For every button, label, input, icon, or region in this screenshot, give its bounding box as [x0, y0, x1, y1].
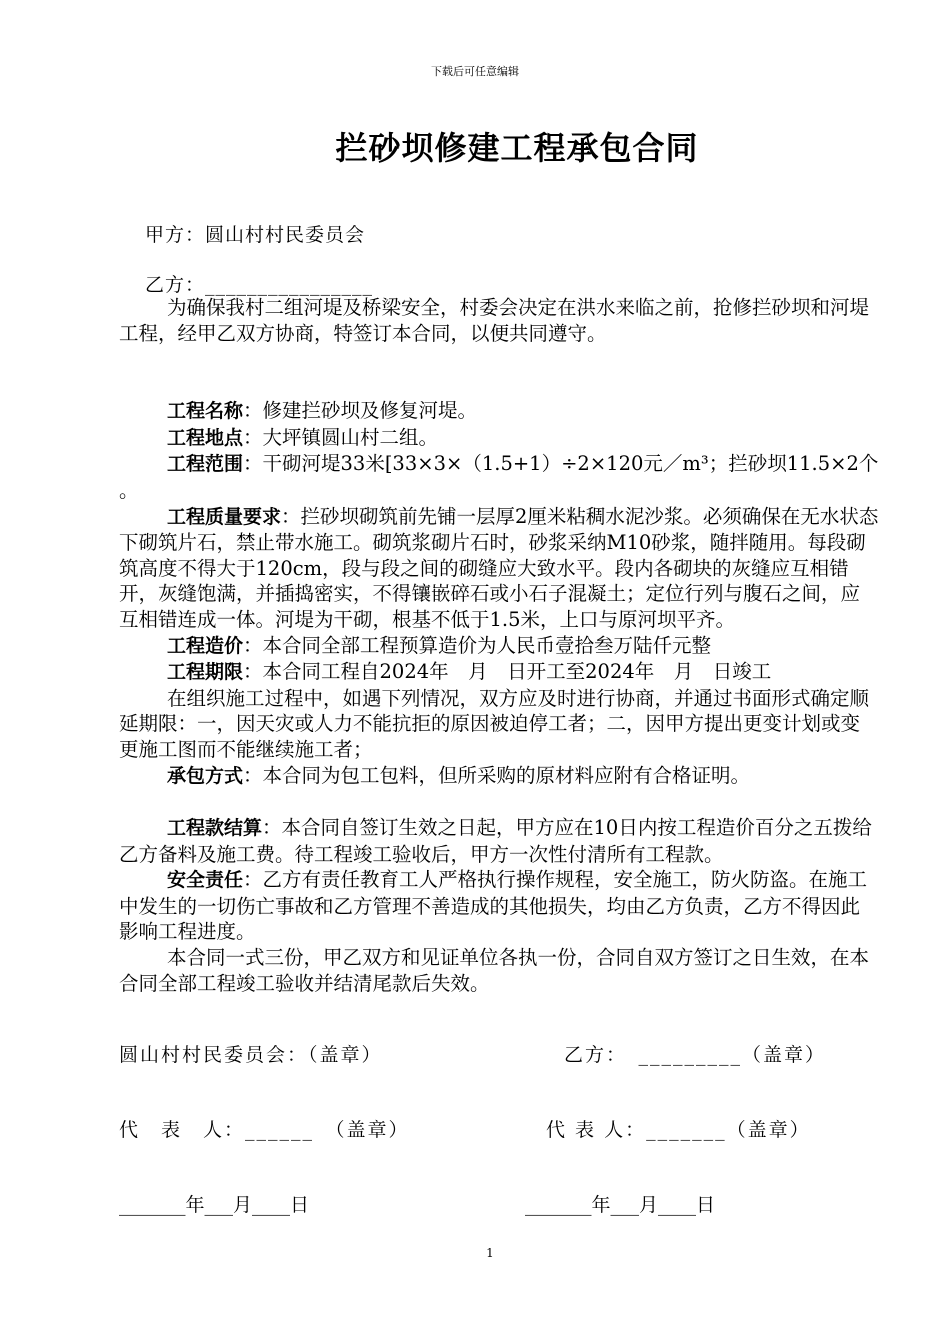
closing-paragraph: 本合同一式三份，甲乙双方和见证单位各执一份，合同自双方签订之日生效，在本合同全部工程竣工验收并结清尾款后失效。: [119, 946, 870, 995]
label-location: 工程地点: [167, 426, 244, 449]
label-cost: 工程造价: [167, 634, 244, 657]
page-number: 1: [486, 1246, 494, 1260]
signature-left-org: 圆山村村民委员会：（盖章）: [119, 1044, 383, 1066]
signature-left-rep: 代 表 人：______ （盖章）: [119, 1119, 410, 1141]
section-contract-method: 承包方式：本合同为包工包料，但所采购的原材料应附有合格证明。: [167, 763, 751, 787]
label-period: 工程期限: [167, 661, 244, 684]
party-a: 甲方：圆山村村民委员会: [145, 224, 366, 246]
contract-body: [119, 295, 879, 996]
intro-paragraph: 为确保我村二组河堤及桥梁安全，村委会决定在洪水来临之前，抢修拦砂坝和河堤工程，经甲乙双方协商，特签订本合同，以便共同遵守。: [119, 296, 870, 345]
section-safety: 安全责任：乙方有责任教育工人严格执行操作规程，安全施工，防火防盗。在施工中发生的一切伤亡事故和乙方管理不善造成的其他损失，均由乙方负责，乙方不得因此影响工程进度。: [119, 868, 868, 944]
signature-right-rep: 代 表 人：_______（盖章）: [546, 1119, 811, 1141]
signature-right-org: 乙方： _________（盖章）: [564, 1044, 827, 1066]
section-cost: 工程造价：本合同全部工程预算造价为人民币壹拾叁万陆仟元整: [167, 633, 712, 657]
label-quality: 工程质量要求: [167, 505, 282, 528]
section-quality: 工程质量要求：拦砂坝砌筑前先铺一层厚2厘米粘稠水泥沙浆。必须确保在无水状态下砌筑片石，禁止带水施工。砌筑浆砌片石时，砂浆采纳M10砂浆，随拌随用。每段砌筑高度不得大于120cm，段与段之间的砌缝应大致水平。段内各砌块的灰缝应互相错开，灰缝饱满，并插捣密实，不得镶嵌碎石或小石子混凝土；定位行列与腹石之间，应互相错连成一体。河堤为干砌，根基不低于1.5米，上口与原河坝平齐。: [119, 504, 879, 631]
signature-right-date: _______年___月____日: [525, 1194, 716, 1216]
section-payment: 工程款结算：本合同自签订生效之日起，甲方应在10日内按工程造价百分之五拨给乙方备料及施工费。待工程竣工验收后，甲方一次性付清所有工程款。: [119, 816, 872, 866]
section-scope: 工程范围：干砌河堤33米[33×3×（1.5+1）÷2×120元／m³；拦砂坝11.5×2个 。: [119, 452, 879, 502]
label-safety: 安全责任: [167, 869, 244, 892]
label-scope: 工程范围: [167, 453, 244, 476]
section-project-name: 工程名称：修建拦砂坝及修复河堤。: [167, 399, 478, 423]
document-title: 拦砂坝修建工程承包合同: [335, 129, 699, 167]
section-period-continued: 在组织施工过程中，如遇下列情况，双方应及时进行协商，并通过书面形式确定顺延期限：一，因天灾或人力不能抗拒的原因被迫停工者；二，因甲方提出更变计划或变更施工图而不能继续施工者；: [119, 686, 870, 761]
section-period: 工程期限：本合同工程自2024年 月 日开工至2024年 月 日竣工: [167, 660, 772, 684]
section-location: 工程地点：大坪镇圆山村二组。: [167, 425, 439, 449]
party-b: 乙方：________________: [145, 274, 374, 296]
label-contract-method: 承包方式: [167, 764, 244, 787]
signature-left-date: _______年___月____日: [119, 1194, 310, 1216]
label-project-name: 工程名称: [167, 400, 244, 423]
page-header: 下载后可任意编辑: [431, 65, 519, 78]
label-payment: 工程款结算: [167, 817, 263, 840]
